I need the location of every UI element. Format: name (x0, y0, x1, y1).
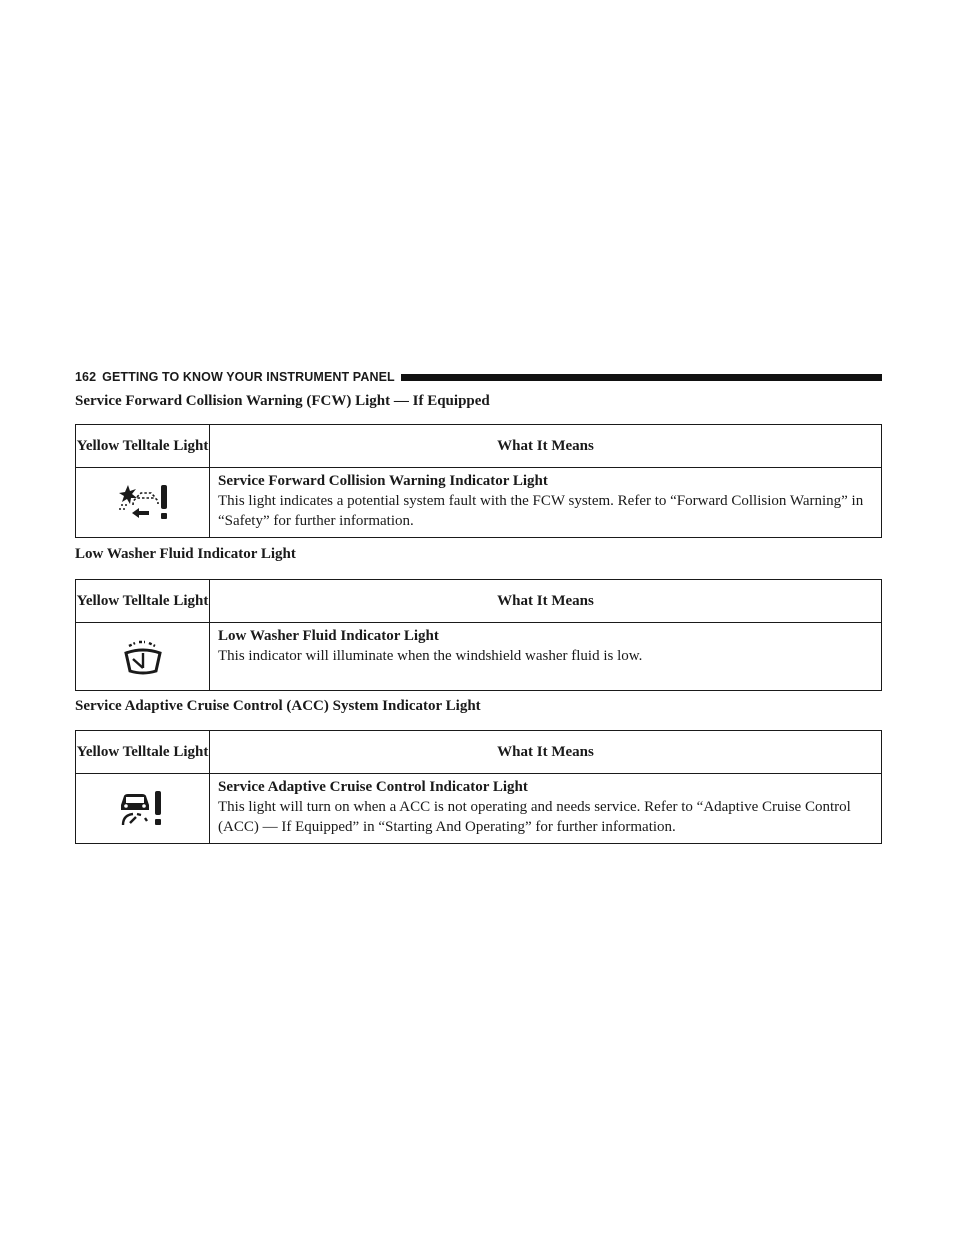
header-rule (401, 374, 882, 381)
col-header-telltale: Yellow Telltale Light (76, 580, 210, 623)
washer-description-cell (210, 623, 882, 691)
col-header-telltale: Yellow Telltale Light (76, 731, 210, 774)
col-header-telltale: Yellow Telltale Light (76, 425, 210, 468)
acc-telltale-table (75, 730, 882, 844)
col-header-meaning: What It Means (210, 580, 882, 623)
table-row (76, 774, 882, 844)
row-title: Low Washer Fluid Indicator Light (218, 628, 439, 644)
acc-service-icon (115, 787, 171, 831)
row-title: Service Adaptive Cruise Control Indicator Light (218, 779, 528, 795)
fcw-service-icon (115, 481, 171, 525)
washer-fluid-icon-cell (76, 623, 210, 691)
section-title-acc: Service Adaptive Cruise Control (ACC) System Indicator Light (75, 698, 481, 714)
table-header-row (76, 580, 882, 623)
section-title-fcw: Service Forward Collision Warning (FCW) Light — If Equipped (75, 393, 490, 409)
acc-service-icon-cell (76, 774, 210, 844)
row-text: This indicator will illuminate when the windshield washer fluid is low. (218, 648, 643, 664)
washer-fluid-icon (121, 635, 165, 679)
fcw-description-cell (210, 468, 882, 538)
page-number: 162 (75, 370, 97, 384)
acc-description-cell (210, 774, 882, 844)
fcw-service-icon-cell (76, 468, 210, 538)
chapter-title: GETTING TO KNOW YOUR INSTRUMENT PANEL (102, 370, 395, 384)
fcw-telltale-table (75, 424, 882, 538)
table-row (76, 468, 882, 538)
washer-telltale-table (75, 579, 882, 691)
page-header (75, 368, 882, 386)
table-header-row (76, 425, 882, 468)
table-header-row (76, 731, 882, 774)
section-title-washer: Low Washer Fluid Indicator Light (75, 546, 296, 562)
row-title: Service Forward Collision Warning Indicator Light (218, 473, 548, 489)
col-header-meaning: What It Means (210, 425, 882, 468)
col-header-meaning: What It Means (210, 731, 882, 774)
row-text: This light will turn on when a ACC is not operating and needs service. Refer to “Adaptive Cruise Control (ACC) — If Equipped” in “Starting And Operating” for further information. (218, 799, 851, 835)
table-row (76, 623, 882, 691)
row-text: This light indicates a potential system fault with the FCW system. Refer to “Forward Collision Warning” in “Safety” for further information. (218, 493, 864, 529)
